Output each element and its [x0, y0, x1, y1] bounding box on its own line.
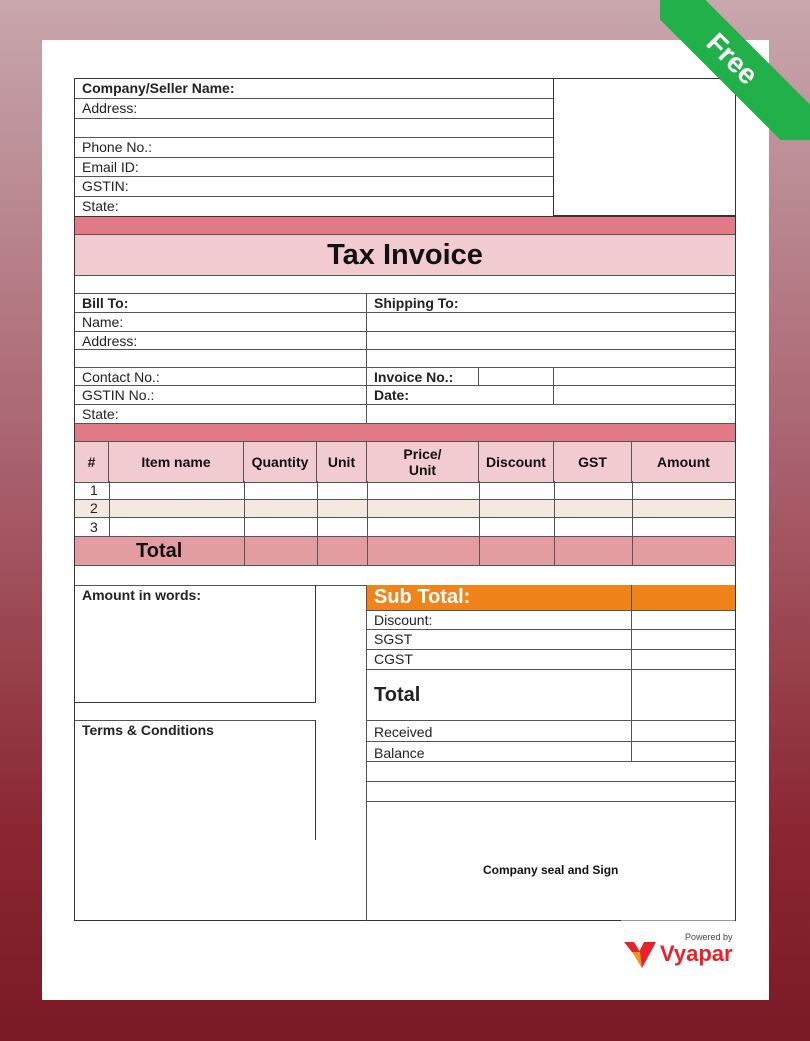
col-number: #	[75, 442, 109, 482]
col-unit: Unit	[317, 442, 367, 482]
row-number-2: 2	[90, 500, 98, 516]
shipping-line-2[interactable]	[367, 331, 735, 349]
col-quantity: Quantity	[244, 442, 317, 482]
invoice-page	[42, 40, 769, 1000]
amount-in-words-label: Amount in words:	[82, 587, 201, 603]
summary-received-label: Received	[367, 720, 735, 741]
vyapar-logo[interactable]	[622, 938, 742, 972]
date-field[interactable]	[554, 385, 735, 404]
summary-cgst-label: CGST	[367, 649, 735, 669]
bill-name-label: Name:	[75, 312, 366, 331]
col-item-name: Item name	[109, 442, 244, 482]
seller-divider-bar	[75, 216, 735, 236]
seller-email-label: Email ID:	[75, 157, 553, 176]
col-price-unit: Price/ Unit	[367, 442, 479, 482]
items-total-row	[75, 537, 735, 566]
row-number-1: 1	[90, 482, 98, 498]
col-amount: Amount	[657, 454, 710, 470]
bill-state-label: State:	[75, 404, 366, 423]
vyapar-logo-icon	[622, 938, 658, 972]
invoice-no-extra[interactable]	[554, 367, 735, 385]
company-seal-label: Company seal and Sign	[483, 863, 619, 877]
free-badge-text: Free	[660, 0, 810, 140]
bill-contact-label: Contact No.:	[75, 367, 366, 385]
seller-phone-label: Phone No.:	[75, 137, 553, 157]
seller-address-line[interactable]	[75, 118, 553, 137]
terms-box[interactable]	[75, 720, 316, 840]
sub-total-label: Sub Total:	[374, 586, 471, 608]
bill-address-label: Address:	[75, 331, 366, 349]
summary-balance-label: Balance	[367, 741, 735, 761]
seller-name-label: Company/Seller Name:	[82, 80, 235, 96]
seller-gstin-label: GSTIN:	[75, 176, 553, 196]
bill-to-label: Bill To:	[75, 293, 366, 312]
shipping-line-1[interactable]	[367, 312, 735, 331]
seller-state-label: State:	[75, 196, 553, 216]
title-band	[75, 234, 735, 276]
terms-label: Terms & Conditions	[82, 722, 214, 738]
summary-sgst-label: SGST	[367, 629, 735, 649]
summary-total-label: Total	[367, 669, 735, 720]
item-row-1[interactable]	[75, 481, 735, 500]
invoice-no-field[interactable]	[479, 367, 553, 385]
sub-total-row	[367, 585, 735, 611]
summary-discount-label: Discount:	[374, 612, 433, 628]
items-header	[75, 441, 735, 483]
summary-blank-2[interactable]	[367, 781, 735, 801]
shipping-to-label: Shipping To:	[367, 293, 735, 312]
invoice-no-label: Invoice No.:	[367, 367, 478, 385]
shipping-line-4[interactable]	[367, 404, 735, 423]
row-number-3: 3	[90, 519, 98, 535]
shipping-line-3[interactable]	[367, 349, 735, 367]
bill-address-line[interactable]	[75, 349, 366, 367]
vyapar-brand-text: Vyapar	[660, 941, 733, 966]
col-gst: GST	[554, 442, 632, 482]
item-row-3[interactable]	[75, 518, 735, 537]
powered-by-text: Powered by	[685, 932, 733, 942]
summary-blank-1[interactable]	[367, 761, 735, 781]
seller-block	[74, 78, 736, 254]
item-row-2[interactable]	[75, 500, 735, 518]
items-total-label: Total	[136, 540, 183, 562]
amount-in-words-box[interactable]	[75, 585, 316, 703]
seller-address-label: Address:	[75, 98, 553, 118]
bill-gstin-label: GSTIN No.:	[75, 385, 366, 404]
free-ribbon	[660, 0, 810, 140]
date-label: Date:	[367, 385, 553, 404]
items-divider-bar	[75, 423, 735, 442]
invoice-title: Tax Invoice	[327, 238, 483, 271]
col-discount: Discount	[479, 442, 554, 482]
